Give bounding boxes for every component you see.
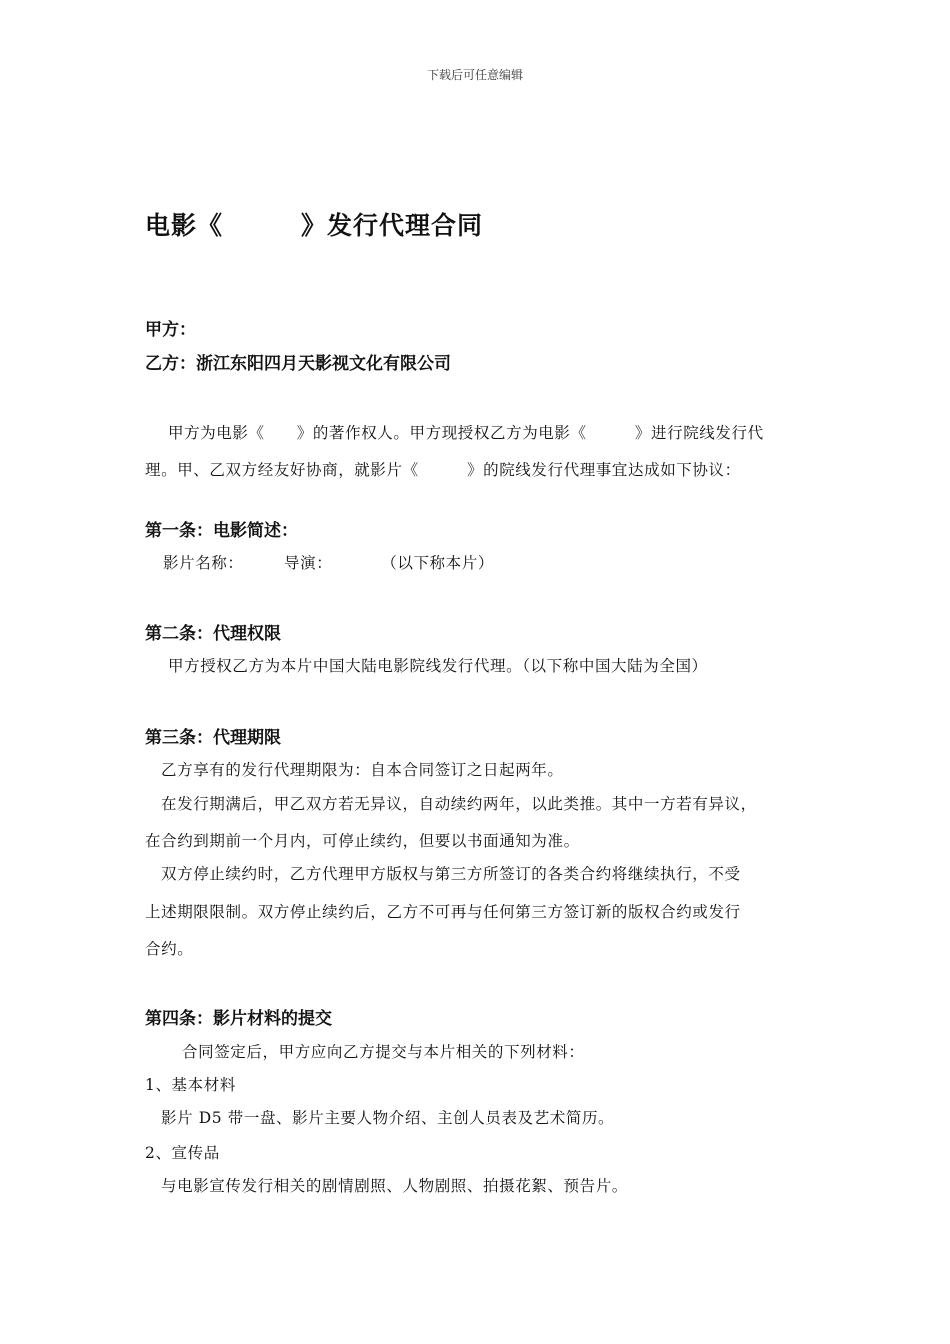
article4-line-3: 影片 D5 带一盘、影片主要人物介绍、主创人员表及艺术简历。 bbox=[161, 1109, 615, 1127]
article4-heading: 第四条：影片材料的提交 bbox=[145, 1009, 332, 1029]
article3-line-3: 在合约到期前一个月内，可停止续约，但要以书面通知为准。 bbox=[145, 832, 580, 850]
article3-line-6: 合约。 bbox=[145, 940, 194, 958]
article2-heading: 第二条：代理权限 bbox=[145, 624, 281, 644]
page-header: 下载后可任意编辑 bbox=[426, 68, 523, 82]
article4-line-2: 1、基本材料 bbox=[145, 1076, 236, 1094]
article1-line-1: 影片名称： 导演： （以下称本片） bbox=[163, 554, 494, 572]
article4-line-4: 2、宣传品 bbox=[145, 1144, 220, 1162]
party-b-label: 乙方：浙江东阳四月天影视文化有限公司 bbox=[145, 354, 451, 374]
article3-line-2: 在发行期满后，甲乙双方若无异议，自动续约两年，以此类推。其中一方若有异议， bbox=[161, 795, 757, 813]
intro-line-2: 理。甲、乙双方经友好协商，就影片《 》的院线发行代理事宜达成如下协议： bbox=[145, 461, 741, 479]
article3-line-4: 双方停止续约时，乙方代理甲方版权与第三方所签订的各类合约将继续执行，不受 bbox=[161, 865, 741, 883]
document-title: 电影《 》发行代理合同 bbox=[145, 211, 484, 240]
article1-heading: 第一条：电影简述： bbox=[145, 521, 298, 541]
article4-line-5: 与电影宣传发行相关的剧情剧照、人物剧照、拍摄花絮、预告片。 bbox=[161, 1177, 628, 1195]
article4-line-1: 合同签定后，甲方应向乙方提交与本片相关的下列材料： bbox=[182, 1043, 585, 1061]
article3-line-5: 上述期限限制。双方停止续约后，乙方不可再与任何第三方签订新的版权合约或发行 bbox=[145, 903, 741, 921]
intro-line-1: 甲方为电影《 》的著作权人。甲方现授权乙方为电影《 》进行院线发行代 bbox=[168, 424, 764, 442]
article2-line-1: 甲方授权乙方为本片中国大陆电影院线发行代理。（以下称中国大陆为全国） bbox=[168, 657, 708, 675]
article3-heading: 第三条：代理期限 bbox=[145, 728, 281, 748]
article3-line-1: 乙方享有的发行代理期限为：自本合同签订之日起两年。 bbox=[161, 761, 564, 779]
party-a-label: 甲方： bbox=[145, 320, 196, 340]
